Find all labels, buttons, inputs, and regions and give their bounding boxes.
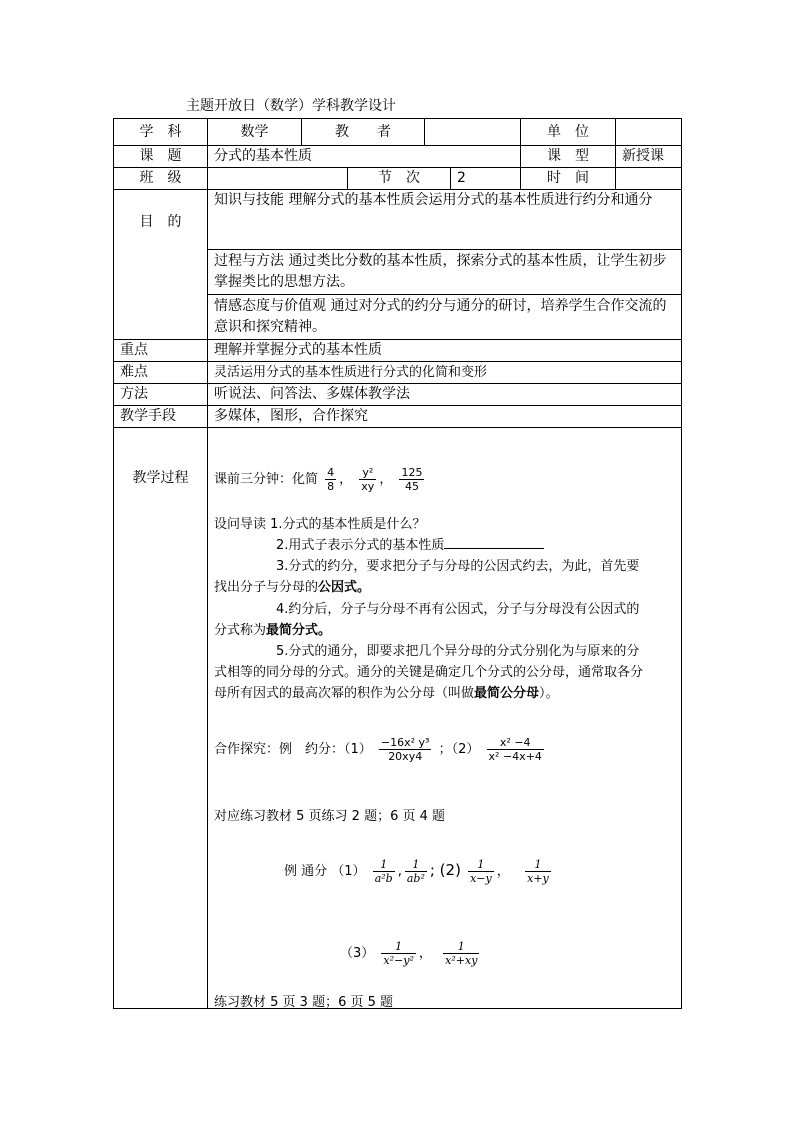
objectives-label: 目 的 — [114, 190, 208, 340]
example-fraction: $\frac{1}{\text{x²−y²}}$ — [383, 940, 414, 967]
example-fraction: $\frac{1}{\text{a²b}}$ — [374, 858, 393, 885]
warmup-fraction: $\frac{\text{y²}}{xy}$ — [361, 466, 375, 493]
practice-2: 练习教材 5 页 3 题；6 页 5 题 — [214, 995, 394, 1010]
teacher-value — [425, 119, 521, 146]
coop-fraction-1: $\frac{\text{−16x² y³}}{20xy4}$ — [380, 736, 430, 763]
coop-fraction-2: $\frac{\text{x² −4}}{\text{x² −4x+4}}$ — [488, 736, 542, 763]
guide-question-1: 设问导读 1.分式的基本性质是什么？ — [214, 517, 426, 532]
warmup-line: 课前三分钟：化简 $\frac{4}{8}$ ， $\frac{\text{y²}}{xy}$ ， $\frac{125}{45}$ — [214, 466, 423, 493]
time-label: 时 间 — [521, 168, 616, 190]
period-label: 节 次 — [348, 168, 451, 190]
warmup-fraction: $\frac{125}{45}$ — [401, 466, 423, 493]
topic-label: 课 题 — [114, 146, 208, 168]
coop-mid: ；（2） — [438, 742, 480, 757]
answer-blank — [444, 536, 544, 549]
coop-line — [214, 736, 547, 763]
row-key-point — [114, 340, 682, 362]
type-label: 课 型 — [521, 146, 616, 168]
difficulty-label: 难点 — [114, 362, 208, 384]
row-subject — [114, 119, 682, 146]
example-3-prefix: （3） — [340, 946, 375, 961]
unit-label: 单 位 — [521, 119, 616, 146]
process-body — [208, 428, 681, 1008]
guide-question-5b: 式相等的同分母的分式。通分的关键是确定几个分式的公分母，通常取各分 — [214, 665, 644, 680]
row-topic — [114, 146, 682, 168]
example-3-line: （3） $\frac{1}{\text{x²−y²}}$ ， $\frac{1}{\text{x²+xy}}$ — [340, 940, 478, 967]
unit-value — [616, 119, 682, 146]
guide-question-4a: 4.约分后，分子与分母不再有公因式，分子与分母没有公因式的 — [276, 602, 640, 617]
coop-prefix: 合作探究：例 约分：（1） — [214, 742, 372, 757]
period-value: 2 — [451, 168, 521, 190]
example-fraction: $\frac{1}{\text{ab²}}$ — [406, 858, 425, 885]
example-line: 例 通分 （1） $\frac{1}{\text{a²b}}$ , $\frac{1}{\text{ab²}}$ ; (2) $\frac{1}{x-y}$ ， $\frac{1}{x+y}$ — [284, 858, 549, 885]
lesson-plan-table — [113, 118, 682, 1009]
practice-1: 对应练习教材 5 页练习 2 题；6 页 4 题 — [214, 809, 446, 824]
means-label: 教学手段 — [114, 406, 208, 428]
guide-question-3a: 3.分式的约分，要求把分子与分母的公因式约去，为此，首先要 — [276, 559, 640, 574]
guide-question-5c: 母所有因式的最高次幂的积作为公分母（叫做最简公分母）。 — [214, 686, 559, 701]
row-process — [114, 428, 682, 1009]
row-class — [114, 168, 682, 190]
class-value — [208, 168, 348, 190]
row-means — [114, 406, 682, 428]
example-prefix: 例 通分 （1） — [284, 864, 366, 879]
subject-label: 学 科 — [114, 119, 208, 146]
teacher-label: 教 者 — [302, 119, 425, 146]
guide-question-4b: 分式称为最简分式。 — [214, 623, 332, 638]
guide-question-5a: 5.分式的通分，即要求把几个异分母的分式分别化为与原来的分 — [276, 644, 640, 659]
means-value: 多媒体，图形，合作探究 — [208, 406, 682, 428]
process-label: 教学过程 — [132, 470, 189, 486]
warmup-fraction: $\frac{4}{8}$ — [327, 466, 335, 493]
process-label-cell — [114, 428, 208, 1009]
process-content-cell — [208, 428, 682, 1009]
method-value: 听说法、问答法、多媒体教学法 — [208, 384, 682, 406]
key-point-value: 理解并掌握分式的基本性质 — [208, 340, 682, 362]
example-fraction: $\frac{1}{x-y}$ — [470, 858, 492, 885]
difficulty-value: 灵活运用分式的基本性质进行分式的化简和变形 — [208, 362, 682, 384]
row-difficulty — [114, 362, 682, 384]
guide-question-3b: 找出分子与分母的公因式。 — [214, 580, 371, 595]
objective-knowledge: 知识与技能 理解分式的基本性质会运用分式的基本性质进行约分和通分 — [208, 190, 682, 250]
time-value — [616, 168, 682, 190]
objective-process: 过程与方法 通过类比分数的基本性质，探索分式的基本性质，让学生初步掌握类比的思想方法。 — [208, 250, 682, 295]
guide-question-2: 2.用式子表示分式的基本性质 — [276, 535, 544, 556]
method-label: 方法 — [114, 384, 208, 406]
key-point-label: 重点 — [114, 340, 208, 362]
warmup-prefix: 课前三分钟：化简 — [214, 472, 319, 487]
subject-value: 数学 — [208, 119, 302, 146]
type-value: 新授课 — [616, 146, 682, 168]
document-title: 主题开放日（数学）学科教学设计 — [186, 98, 396, 114]
example-fraction: $\frac{1}{\text{x²+xy}}$ — [445, 940, 478, 967]
example-fraction: $\frac{1}{x+y}$ — [527, 858, 549, 885]
topic-value: 分式的基本性质 — [208, 146, 521, 168]
objective-attitude: 情感态度与价值观 通过对分式的约分与通分的研讨，培养学生合作交流的意识和探究精神。 — [208, 295, 682, 340]
row-objective-knowledge — [114, 190, 682, 250]
row-method — [114, 384, 682, 406]
class-label: 班 级 — [114, 168, 208, 190]
